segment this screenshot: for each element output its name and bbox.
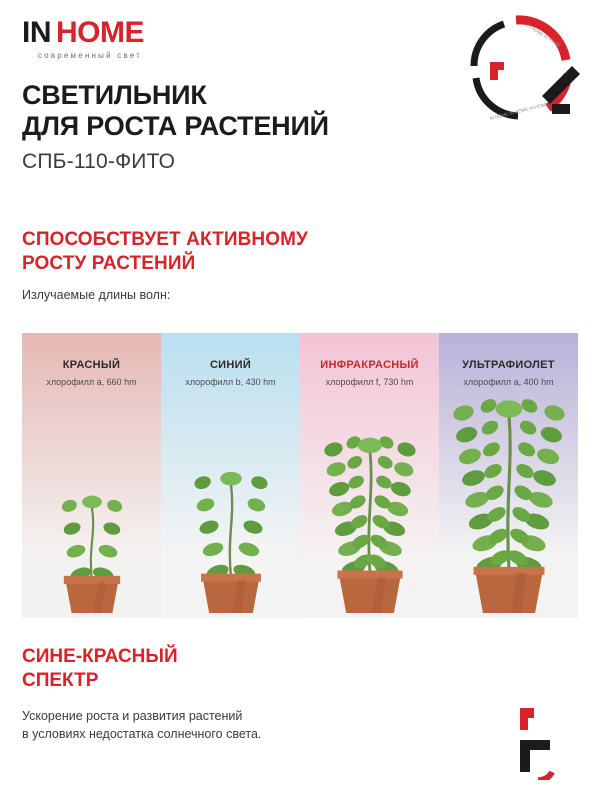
svg-text:IN HOME IN HOME IN HOME: IN HOME IN HOME IN HOME xyxy=(489,101,549,121)
bottom-heading xyxy=(22,645,578,693)
feature-heading xyxy=(22,228,578,276)
band-detail: хлорофилл a, 660 hm xyxy=(46,377,137,387)
corner-brand-mark xyxy=(512,706,574,780)
model-name: СПБ-110-ФИТО xyxy=(22,149,176,173)
title-line-1: СВЕТИЛЬНИК xyxy=(22,80,207,110)
title-line-2: ДЛЯ РОСТА РАСТЕНИЙ xyxy=(22,110,329,141)
plant-illustration xyxy=(434,383,584,618)
bottom-heading-line-2: СПЕКТР xyxy=(22,669,99,691)
band-detail: хлорофилл f, 730 hm xyxy=(325,377,414,387)
brand-mark-text: IN HOME IN HOME xyxy=(525,22,562,48)
bottom-text-line-2: в условиях недостатка солнечного света. xyxy=(22,726,262,741)
bottom-heading-line-1: СИНЕ-КРАСНЫЙ xyxy=(22,646,178,667)
brand-logo xyxy=(22,18,144,60)
feature-heading-line-1: СПОСОБСТВУЕТ АКТИВНОМУ xyxy=(22,229,308,250)
band-title: СИНИЙ xyxy=(209,359,252,371)
spectrum-band xyxy=(22,333,161,618)
spectrum-panel xyxy=(22,333,578,618)
logo-in-text: IN xyxy=(22,16,51,49)
header xyxy=(0,0,600,180)
band-detail: хлорофилл a, 400 hm xyxy=(463,377,554,387)
bottom-description xyxy=(22,707,578,743)
feature-heading-line-2: РОСТУ РАСТЕНИЙ xyxy=(22,252,196,274)
page-title xyxy=(22,80,578,142)
bottom-section xyxy=(22,645,578,743)
spectrum-band xyxy=(161,333,300,618)
plant-illustration xyxy=(156,383,306,618)
band-title: КРАСНЫЙ xyxy=(62,359,121,371)
logo-tagline: современный свет xyxy=(37,51,142,60)
title-block xyxy=(22,80,578,174)
logo-home-text: HOME xyxy=(56,16,144,49)
band-title: УЛЬТРАФИОЛЕТ xyxy=(462,359,555,371)
bottom-text-line-1: Ускорение роста и развития растений xyxy=(22,708,243,723)
plant-illustration xyxy=(17,383,167,618)
spectrum-band xyxy=(300,333,439,618)
plant-illustration xyxy=(295,383,445,618)
band-title: ИНФРАКРАСНЫЙ xyxy=(320,359,419,371)
band-detail: хлорофилл b, 430 hm xyxy=(185,377,276,387)
logo-wordmark xyxy=(22,18,144,48)
wavelength-caption: Излучаемые длины волн: xyxy=(22,287,171,302)
feature-section xyxy=(22,228,578,302)
spectrum-band xyxy=(439,333,578,618)
